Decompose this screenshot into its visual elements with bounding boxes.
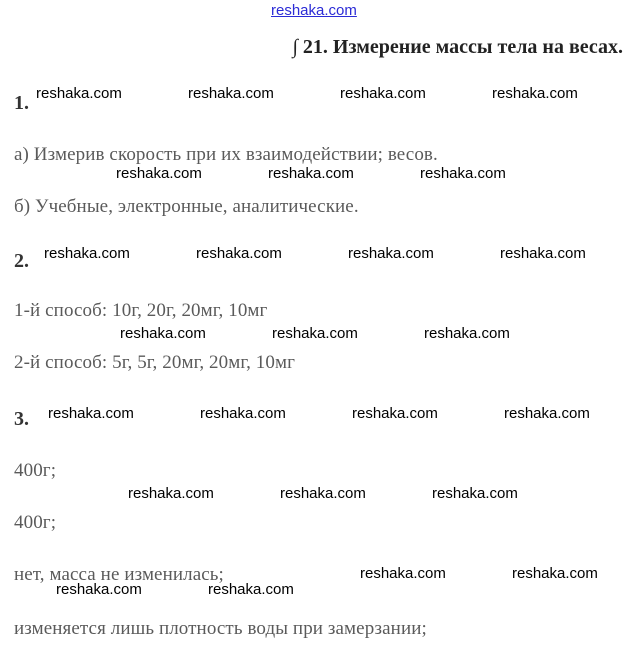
watermark: reshaka.com [272, 325, 358, 342]
watermark: reshaka.com [432, 485, 518, 502]
question-3-line-4: изменяется лишь плотность воды при замерзании; [14, 618, 427, 639]
page-title: ∫ 21. Измерение массы тела на весах. [292, 36, 623, 58]
watermark: reshaka.com [280, 485, 366, 502]
watermark: reshaka.com [340, 85, 426, 102]
question-2-method-2: 2-й способ: 5г, 5г, 20мг, 20мг, 10мг [14, 352, 296, 373]
watermark: reshaka.com [200, 405, 286, 422]
watermark: reshaka.com [512, 565, 598, 582]
watermark: reshaka.com [128, 485, 214, 502]
watermark: reshaka.com [424, 325, 510, 342]
watermark: reshaka.com [44, 245, 130, 262]
watermark: reshaka.com [352, 405, 438, 422]
watermark: reshaka.com [120, 325, 206, 342]
question-1-answer-a: а) Измерив скорость при их взаимодействии; весов. [14, 144, 438, 165]
watermark: reshaka.com [196, 245, 282, 262]
watermark: reshaka.com [500, 245, 586, 262]
site-link[interactable]: reshaka.com [271, 2, 357, 19]
watermark: reshaka.com [56, 581, 142, 598]
question-1-answer-b: б) Учебные, электронные, аналитические. [14, 196, 359, 217]
watermark: reshaka.com [188, 85, 274, 102]
question-3-line-2: 400г; [14, 512, 57, 533]
question-2-method-1: 1-й способ: 10г, 20г, 20мг, 10мг [14, 300, 268, 321]
question-3-line-3: нет, масса не изменилась; [14, 564, 224, 585]
watermark: reshaka.com [116, 165, 202, 182]
watermark: reshaka.com [208, 581, 294, 598]
watermark: reshaka.com [420, 165, 506, 182]
question-3-number: 3. [14, 408, 29, 430]
watermark: reshaka.com [504, 405, 590, 422]
question-2-number: 2. [14, 250, 29, 272]
watermark: reshaka.com [36, 85, 122, 102]
watermark: reshaka.com [268, 165, 354, 182]
watermark: reshaka.com [360, 565, 446, 582]
watermark: reshaka.com [48, 405, 134, 422]
question-3-line-1: 400г; [14, 460, 57, 481]
watermark: reshaka.com [492, 85, 578, 102]
watermark: reshaka.com [348, 245, 434, 262]
question-1-number: 1. [14, 92, 29, 114]
